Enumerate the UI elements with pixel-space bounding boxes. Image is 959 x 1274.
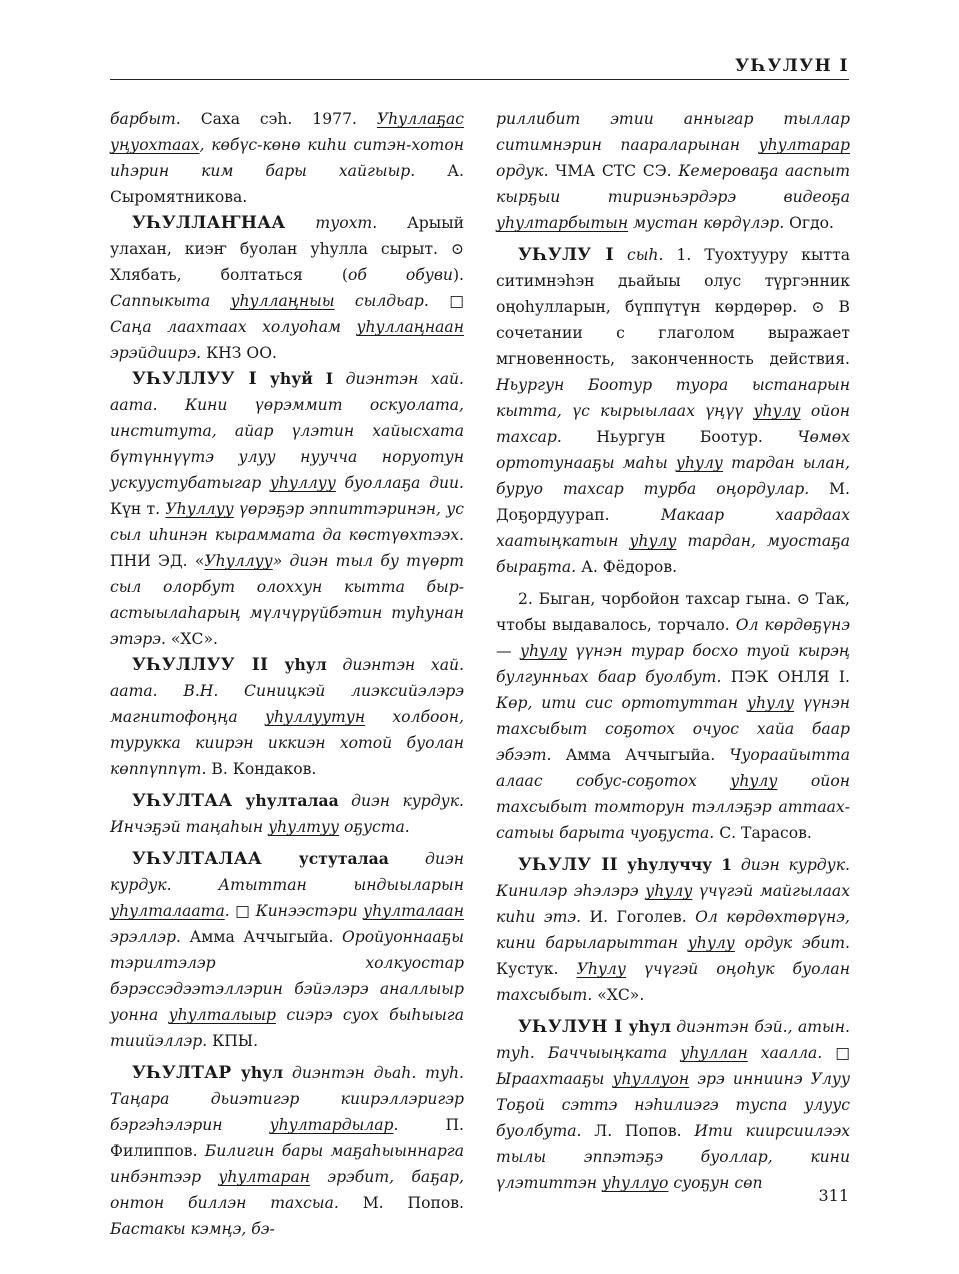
entry-example-form: Уһуллуу [165, 500, 234, 518]
dictionary-entry [496, 106, 850, 236]
entry-example-text: диэнтэн дьаһ. туһ. Таңара дьиэтигэр киирэллэригэр бэргэһэлэрин [110, 1064, 464, 1134]
entry-example-form: уһулу [629, 532, 677, 550]
left-column [110, 106, 464, 1242]
entry-text: «ХС». [592, 986, 645, 1004]
dictionary-entry [110, 652, 464, 782]
entry-example-form: уңуохтаах [110, 136, 200, 154]
entry-example-text: тардан ылан, буруо тахсар турба оңордулар. [496, 454, 850, 498]
entry-text: 2. Быган, чорбойон тахсар гына. ⊙ Так, чтобы выдавалось, торчало. [496, 590, 850, 634]
entry-example-form: Уһулу [576, 960, 626, 978]
entry-example-text: Кемероваҕа ааспыт кырҕыи тириэньэрдэрэ видеоҕа [496, 162, 850, 206]
entry-text: КНЗ ОО. [201, 344, 277, 362]
entry-example-text: , көбүс-көнө киһи ситэн-хотон иһэрин ким бары хайгыыр. [110, 136, 464, 180]
entry-text: В. Кондаков. [206, 760, 317, 778]
entry-grammar: уһул [622, 1017, 671, 1036]
entry-text: Огдо. [784, 214, 835, 232]
entry-example-text: Кинээстэри [255, 902, 364, 920]
dictionary-entry [496, 852, 850, 1008]
entry-text: П. Филиппов. [110, 1116, 465, 1160]
entry-text: Хлябать, болтаться ( [110, 266, 348, 284]
dictionary-entry [110, 788, 464, 840]
entry-example-text: буоллаҕа дии. [335, 474, 464, 492]
entry-grammar: уһул [268, 655, 327, 674]
entry-headword: УҺУЛУ I [518, 245, 614, 265]
entry-example-text: эрэйдиирэ. [110, 344, 202, 362]
entry-example-form: уһулу [753, 402, 801, 420]
right-column [496, 106, 850, 1196]
entry-example-text: диэнтэн хай. аата. Кини үөрэммит оскуолата, института, айар үлэтин хайысхата бүтүннүүтэ улуу нуучча норуотун ускуустубатыгар [110, 370, 464, 492]
entry-example-text: үүнэн тахсыбыт соҕотох очуос хайа баар эбээт. [496, 694, 850, 764]
entry-example-form: уһуллуон [612, 1070, 690, 1088]
entry-headword: УҺУЛТАЛАА [132, 849, 263, 869]
header-rule [110, 79, 849, 80]
entry-example-form: уһуллуу [269, 474, 336, 492]
entry-grammar: уһуй I [256, 369, 334, 388]
entry-text: М. Попов. [338, 1194, 465, 1212]
running-head: УҺУЛУН I [735, 56, 849, 76]
entry-example-text: эрэллэр. [110, 928, 181, 946]
entry-example-text: үүнэн турар босхо туой кырэң булгунньах баар буолбут. [496, 642, 850, 686]
entry-headword: УҺУЛТАР [132, 1063, 232, 1083]
entry-example-text: диэн курдук. Инчэҕэй таңаһын [110, 792, 464, 836]
entry-text: И. Гоголев. [581, 908, 696, 926]
entry-headword: УҺУЛУН I [518, 1017, 623, 1037]
entry-example-text: Ол көрдөҕүнэ — [496, 616, 850, 660]
entry-example-text: . [393, 1116, 399, 1134]
entry-example-text: Билигин бары маҕаһыыннарга инбэнтээр [110, 1142, 464, 1186]
entry-example-form: уһулу [730, 772, 778, 790]
entry-example-text: эрэбит, баҕар, онтон биллэн тахсыа. [110, 1168, 464, 1212]
entry-example-text: сиэрэ суох быһыыга тиийэллэр. [110, 1006, 464, 1050]
entry-example-text: риллибит этии анныгар тыллар ситимнэрин паараларынан [496, 110, 850, 154]
entry-example-text: холбоон, турукка киирэн иккиэн хотой буолан көппүппүт. [110, 708, 464, 778]
entry-example-text: ордук эбит. [734, 934, 850, 952]
entry-text: ПЭК ОНЛЯ I. [721, 668, 850, 686]
entry-example-form: уһуллаңныы [230, 292, 335, 310]
entry-text: ЧМА СТС СЭ. [548, 162, 679, 180]
entry-text: Л. Попов. [581, 1122, 695, 1140]
entry-text: Саха сэһ. 1977. [200, 110, 377, 128]
entry-example-text: » диэн тыл бу түөрт сыл олорбут олоххун кытта бырастыылаһарың мүлчүрүйбэтин туһунан этэрэ. [110, 552, 464, 648]
entry-text: А. Сыромятникова. [110, 162, 464, 206]
entry-example-form: уһултаран [218, 1168, 311, 1186]
entry-example-text: үчүгэй оңоһук буолан тахсыбыт. [496, 960, 850, 1004]
entry-example-form: Уһуллаҕас [376, 110, 464, 128]
entry-example-text: Чуораайытта алаас собус-соҕотох [496, 746, 850, 790]
entry-example-text: диэнтэн хай. аата. В.Н. Синицкэй лиэксийэлэрэ магнитофоңңа [110, 656, 465, 726]
entry-text: □ [229, 902, 256, 920]
entry-headword: УҺУЛЛУУ I [132, 369, 257, 389]
entry-example-form: уһуллан [680, 1044, 748, 1062]
entry-text: Арыый улахан, киэҥ буолан уһулла сырыт. ⊙ [110, 214, 465, 258]
entry-example-form: уһулталыыр [168, 1006, 277, 1024]
dictionary-entry [110, 846, 464, 1054]
entry-example-form: уһулу [746, 694, 795, 712]
entry-example-form: уһултарбытын [496, 214, 629, 232]
entry-text: КПЫ. [207, 1032, 259, 1050]
entry-example-text: үөрэҕэр эппиттэринэн, ус сыл иһинэн кыраммата да көстүөхтээх. [110, 500, 464, 544]
entry-example-text: тардан, муостаҕа быраҕта. [496, 532, 850, 576]
entry-text: Ньургун Боотур. [561, 428, 798, 446]
dictionary-entry [110, 366, 464, 652]
entry-example-text: Саппыкыта [110, 292, 231, 310]
entry-text: Амма Аччыгыйа. [551, 746, 730, 764]
entry-example-text: үчүгэй майгылаах киһи этэ. [496, 882, 850, 926]
entry-example-text: барбыт. [110, 110, 201, 128]
dictionary-entry [496, 586, 850, 846]
entry-example-text: диэнтэн бэй., атын. туһ. Баччыыңката [496, 1018, 850, 1062]
entry-grammar: устуталаа [262, 849, 389, 868]
entry-example-text: туохт. [285, 214, 378, 232]
entry-example-text: мустан көрдүлэр. [628, 214, 785, 232]
entry-example-form: уһулталаан [363, 902, 464, 920]
entry-text: С. Тарасов. [714, 824, 812, 842]
entry-example-text: Макаар хаардаах хаатыңкатын [496, 506, 851, 550]
entry-grammar: уһулталаа [232, 791, 339, 810]
entry-example-form: уһулу [645, 882, 693, 900]
dictionary-entry [496, 242, 850, 580]
entry-example-text: Ити киирсиилээх тылы эппэтэҕэ буоллар, кини үлэтиттэн [496, 1122, 850, 1192]
entry-headword: УҺУЛУ II [518, 855, 618, 875]
entry-example-form: Уһуллуу [204, 552, 273, 570]
entry-example-form: уһулу [675, 454, 723, 472]
entry-example-text: диэн курдук. Атыттан ындыыларын [110, 850, 464, 894]
entry-text: А. Фёдоров. [576, 558, 678, 576]
entry-text: 1. Туохтууру кытта ситимнэһэн дьайыы олус түргэнник оңоһулларын, бүппүтүн көрдөрөр. ⊙ В сочетании с глаголом выражает мгновенность, законченность действия. [496, 246, 850, 368]
entry-text: ). [452, 266, 464, 284]
entry-headword: УҺУЛЛУУ II [132, 655, 269, 675]
entry-example-text: ордук. [496, 162, 549, 180]
entry-example-text: Көр, ити сис ортотуттан [496, 694, 747, 712]
entry-example-text: Бастакы кэмңэ, бэ- [110, 1220, 275, 1238]
entry-example-text: эрэ инниинэ Улуу Тоҕой сэттэ нэһилиэгэ туспа улуус буолбута. [496, 1070, 850, 1140]
entry-example-form: уһуллуутун [264, 708, 366, 726]
dictionary-entry [110, 210, 464, 366]
entry-example-text: сылдьар. [334, 292, 429, 310]
page-number: 311 [818, 1186, 849, 1205]
entry-example-text: Ол көрдөхтөрүнэ, кини барыларыттан [496, 908, 850, 952]
entry-example-text: Ыраахтааҕы [496, 1070, 613, 1088]
entry-headword: УҺУЛТАА [132, 791, 233, 811]
entry-example-form: уһуллаңнаан [356, 318, 464, 336]
entry-headword: УҺУЛЛАҤНАА [132, 213, 286, 233]
entry-example-text: ойон тахсыбыт томторун тэллэҕэр аттаах-сатыы барыта чуоҕуста. [496, 772, 850, 842]
entry-example-text: диэн курдук. Кинилэр эһэлэрэ [496, 856, 850, 900]
dictionary-entry [110, 106, 464, 210]
entry-example-form: уһултардылар [269, 1116, 394, 1134]
entry-example-form: уһултуу [268, 818, 340, 836]
entry-text: Кустук. [496, 960, 577, 978]
dictionary-entry [496, 1014, 850, 1196]
entry-text: ПНИ ЭД. « [110, 552, 205, 570]
entry-grammar: уһулуччу 1 [617, 855, 733, 874]
entry-text: «ХС». [165, 630, 218, 648]
entry-example-text: сыһ. [613, 246, 664, 264]
entry-text: □ [428, 292, 464, 310]
entry-example-text: суоҕун сөп [668, 1174, 763, 1192]
dictionary-entry [110, 1060, 464, 1242]
entry-example-text: ойон тахсар. [496, 402, 850, 446]
entry-example-text: Ньургун Боотур туора ыстанарын кытта, үс кырыылаах үңүү [496, 376, 850, 420]
entry-example-form: уһуллуо [601, 1174, 669, 1192]
entry-text: Күн т. [110, 500, 166, 518]
entry-text: □ [822, 1044, 850, 1062]
entry-grammar: уһул [231, 1063, 284, 1082]
entry-example-text: оҕуста. [339, 818, 410, 836]
entry-example-text: Оройуоннааҕы тэрилтэлэр холкуостар бэрэссэдээтэллэрин бэйэлэрэ аналлыыр уонна [110, 928, 464, 1024]
entry-text: М. Доҕордуурап. [496, 480, 850, 524]
entry-example-form: уһулталаата [110, 902, 225, 920]
entry-example-form: уһулу [519, 642, 568, 660]
entry-example-text: хаалла. [747, 1044, 823, 1062]
entry-example-text: Саңа лаахтаах холуоһам [110, 318, 357, 336]
entry-example-text: Чөмөх ортотунааҕы маһы [496, 428, 850, 472]
entry-text: Амма Аччыгыйа. [180, 928, 342, 946]
entry-example-text: . [224, 902, 230, 920]
entry-example-form: уһулу [687, 934, 735, 952]
entry-example-form: уһултарар [758, 136, 850, 154]
entry-example-text: об обуви [347, 266, 453, 284]
